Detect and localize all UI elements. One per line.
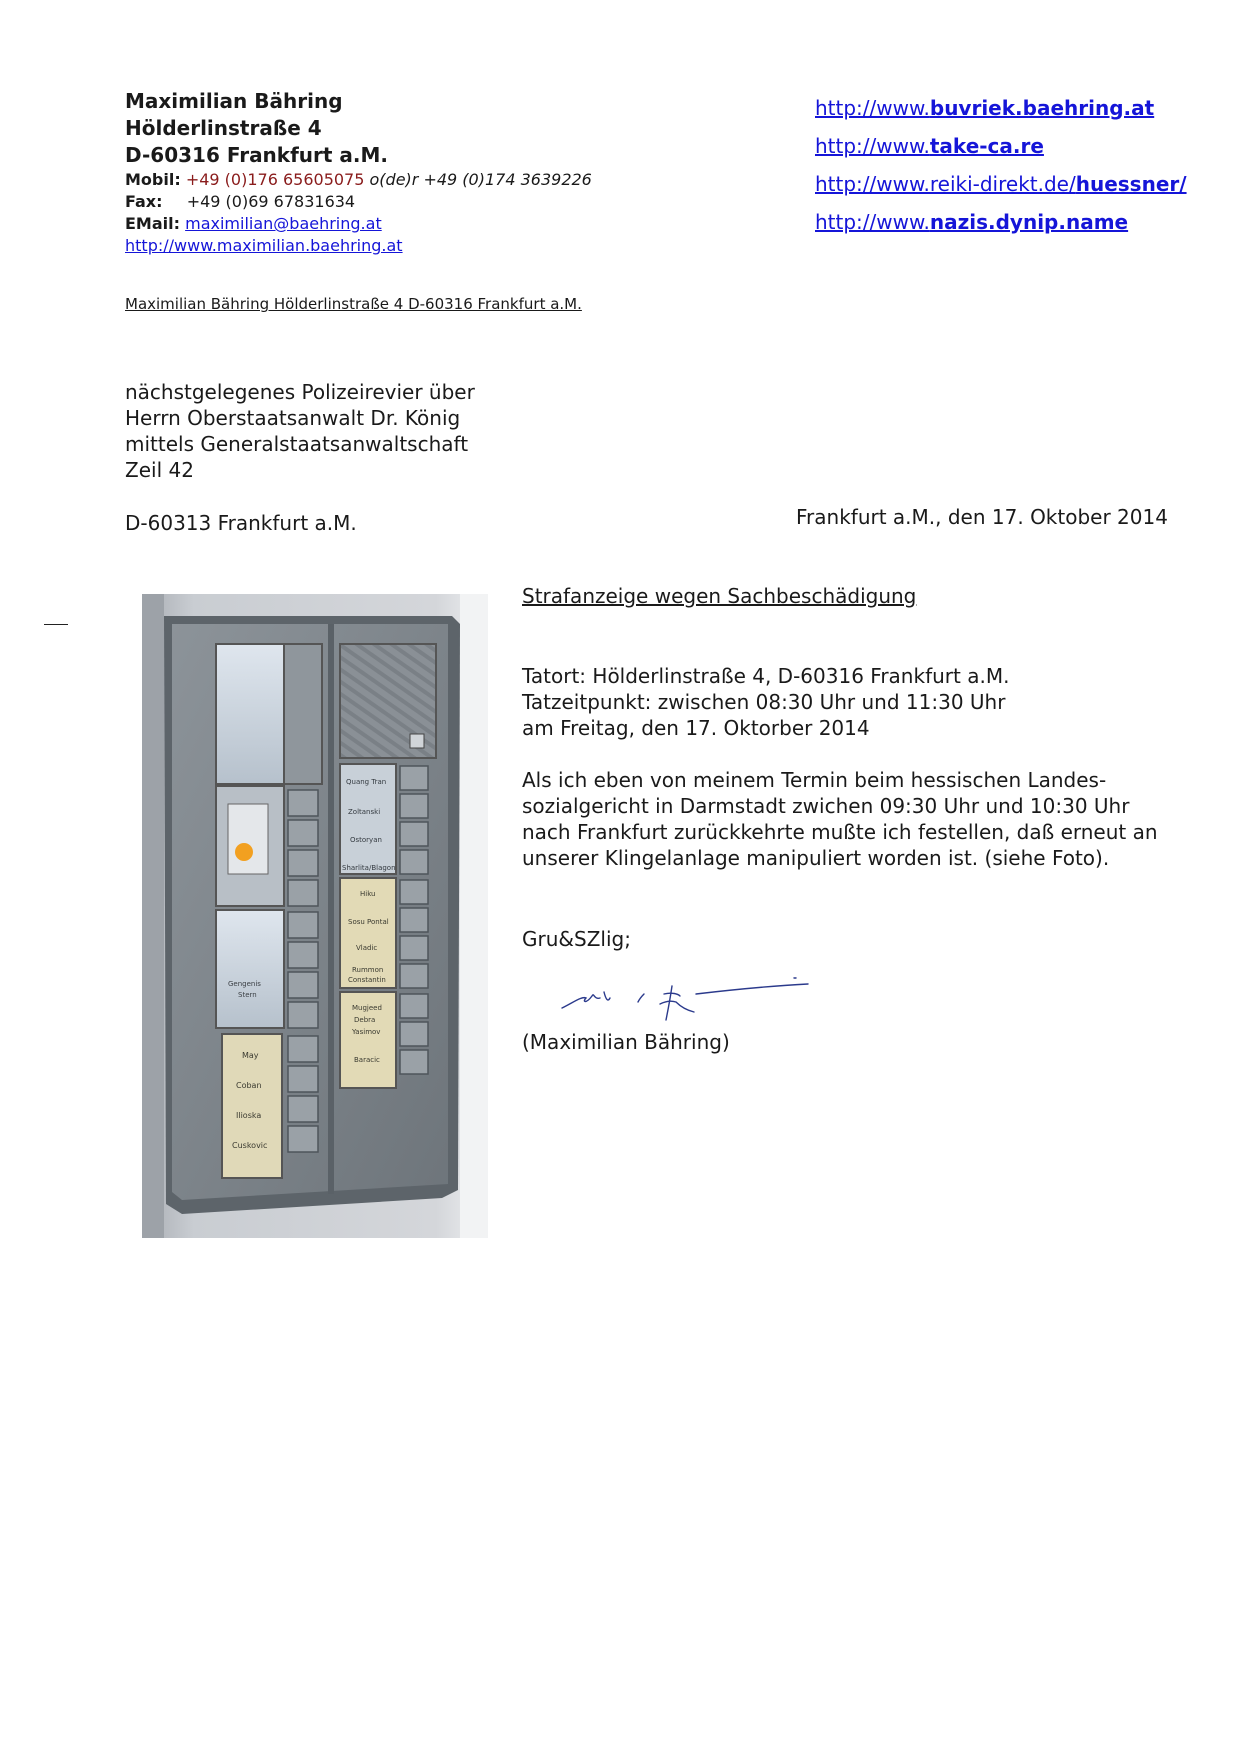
name-tag-right-mid-2: Sosu Pontal [348,918,389,926]
name-tag-left-bottom-3: Ilioska [236,1111,262,1120]
return-address: Maximilian Bähring Hölderlinstraße 4 D-60316 Frankfurt a.M. [125,295,582,313]
greeting: Gru&SZlig; [522,927,631,951]
sender-mobile-line [125,169,592,191]
fax-label: Fax: [125,192,163,211]
sender-name: Maximilian Bähring [125,89,343,113]
signature-name: (Maximilian Bähring) [522,1030,730,1054]
name-tag-right-bottom-2: Debra [354,1016,376,1024]
name-tag-right-bottom-4: Baracic [354,1056,380,1064]
name-tag-left-bottom-1: May [242,1051,259,1060]
link-buvriek[interactable]: http://www.buvriek.baehring.at [815,96,1155,120]
email-link[interactable]: maximilian@baehring.at [185,214,382,233]
link-reiki-direkt[interactable]: http://www.reiki-direkt.de/huessner/ [815,172,1187,196]
name-tag-right-mid-1: Hiku [360,890,376,898]
recipient-city: D-60313 Frankfurt a.M. [125,511,357,535]
name-tag-right-top-3: Ostoryan [350,836,382,844]
recipient-line-4: Zeil 42 [125,458,194,482]
fold-mark [44,624,68,625]
sender-fax-line [125,191,592,213]
recipient-block [125,379,475,483]
sender-block [125,88,592,257]
body-line: unserer Klingelanlage manipuliert worden ist. (siehe Foto). [522,846,1110,870]
fax-number: +49 (0)69 67831634 [186,192,356,211]
name-tag-right-mid-4: Rummon [352,966,384,974]
body-line: Als ich eben von meinem Termin beim hessischen Landes- [522,768,1107,792]
name-tag-right-top-4: Sharlita/Blagon [342,864,396,872]
body-line: sozialgericht in Darmstadt zwichen 09:30 Uhr und 10:30 Uhr [522,794,1130,818]
intercom-photo [142,594,488,1238]
name-tag-right-bottom-3: Yasimov [352,1028,381,1036]
name-tag-right-mid-5: Constantin [348,976,386,984]
mobile-number-2: +49 (0)174 3639226 [423,170,592,189]
sender-email-line [125,213,592,235]
name-tag-left-top-2: Stern [238,991,257,999]
website-link[interactable]: http://www.maximilian.baehring.at [125,236,403,255]
body-line: Tatort: Hölderlinstraße 4, D-60316 Frankfurt a.M. [522,664,1010,688]
mobile-number-1: +49 (0)176 65605075 [185,170,365,189]
name-tag-left-bottom-2: Coban [236,1081,262,1090]
sender-website-line [125,235,592,257]
recipient-line-2: Herrn Oberstaatsanwalt Dr. König [125,406,461,430]
name-tag-right-mid-3: Vladic [356,944,378,952]
body-line: nach Frankfurt zurückkehrte mußte ich festellen, daß erneut an [522,820,1158,844]
recipient-line-1: nächstgelegenes Polizeirevier über [125,380,475,404]
handwritten-signature [560,972,810,1032]
letter-body [522,663,1158,871]
link-list [815,96,1187,248]
mobile-label: Mobil: [125,170,181,189]
name-tag-right-bottom-1: Mugjeed [352,1004,382,1012]
name-tag-right-top-2: Zoltanski [348,808,381,816]
name-tag-left-top-1: Gengenis [228,980,261,988]
body-line: am Freitag, den 17. Oktorber 2014 [522,716,870,740]
sender-city: D-60316 Frankfurt a.M. [125,143,389,167]
name-tag-right-top-1: Quang Tran [346,778,387,786]
name-tag-left-bottom-4: Cuskovic [232,1141,268,1150]
sender-street: Hölderlinstraße 4 [125,116,322,140]
body-line: Tatzeitpunkt: zwischen 08:30 Uhr und 11:30 Uhr [522,690,1006,714]
email-label: EMail: [125,214,181,233]
link-nazis-dynip[interactable]: http://www.nazis.dynip.name [815,210,1129,234]
subject-line: Strafanzeige wegen Sachbeschädigung [522,584,917,608]
mobile-separator: o(de)r [369,170,419,189]
link-take-care[interactable]: http://www.take-ca.re [815,134,1044,158]
letter-date: Frankfurt a.M., den 17. Oktober 2014 [796,505,1168,529]
recipient-line-3: mittels Generalstaatsanwaltschaft [125,432,469,456]
